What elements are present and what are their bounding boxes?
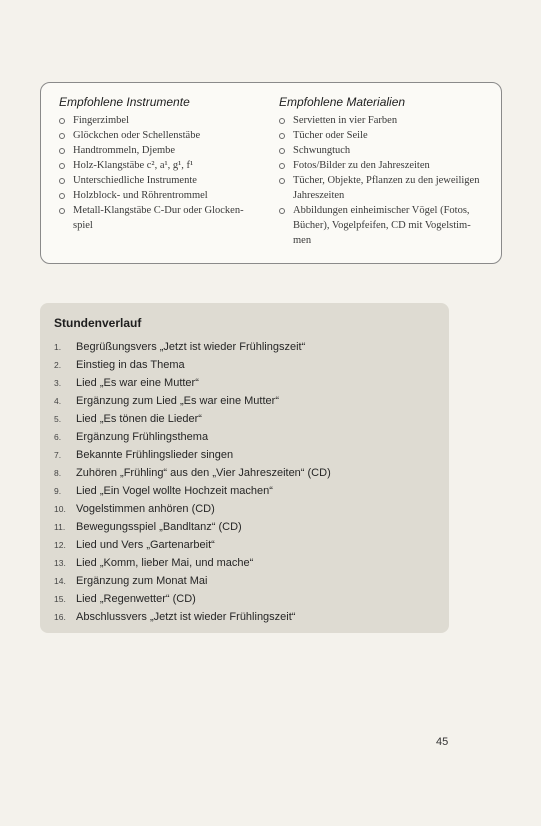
materials-column	[279, 95, 494, 248]
lesson-step: 16. Abschlussvers „Jetzt ist wieder Frühlingszeit“	[54, 611, 296, 623]
instruments-heading: Empfohlene Instrumente	[59, 95, 190, 109]
instrument-item: Fingerzimbel	[59, 113, 264, 128]
material-item: Fotos/Bilder zu den Jahreszeiten	[279, 158, 494, 173]
lesson-step: 3. Lied „Es war eine Mutter“	[54, 377, 199, 389]
lesson-step: 4. Ergänzung zum Lied „Es war eine Mutter“	[54, 395, 279, 407]
circle-bullet-icon	[59, 118, 65, 124]
circle-bullet-icon	[59, 208, 65, 214]
material-item-continuation: Jahreszeiten	[293, 190, 345, 201]
material-item: Tücher, Objekte, Pflanzen zu den jeweiligen	[279, 173, 494, 188]
materials-list	[279, 113, 494, 248]
circle-bullet-icon	[59, 148, 65, 154]
material-item-continuation: men	[293, 235, 312, 246]
lesson-plan-heading: Stundenverlauf	[54, 316, 142, 330]
instrument-item: Holzblock- und Röhrentrommel	[59, 188, 264, 203]
circle-bullet-icon	[279, 208, 285, 214]
lesson-plan-panel	[40, 303, 449, 633]
circle-bullet-icon	[279, 118, 285, 124]
material-item-continuation: Bücher), Vogelpfeifen, CD mit Vogelstim-	[293, 220, 471, 231]
material-item: Tücher oder Seile	[279, 128, 494, 143]
material-item: Schwungtuch	[279, 143, 494, 158]
recommendations-box	[40, 82, 502, 264]
circle-bullet-icon	[59, 193, 65, 199]
instrument-item: Metall-Klangstäbe C-Dur oder Glocken-	[59, 203, 264, 218]
lesson-step: 10. Vogelstimmen anhören (CD)	[54, 503, 215, 515]
material-item: Abbildungen einheimischer Vögel (Fotos,	[279, 203, 494, 218]
lesson-step: 12. Lied und Vers „Gartenarbeit“	[54, 539, 215, 551]
instrument-item: Holz-Klangstäbe c², a¹, g¹, f¹	[59, 158, 264, 173]
circle-bullet-icon	[279, 163, 285, 169]
lesson-step: 7. Bekannte Frühlingslieder singen	[54, 449, 234, 461]
instruments-list	[59, 113, 264, 233]
lesson-step: 11. Bewegungsspiel „Bandltanz“ (CD)	[54, 521, 242, 533]
lesson-step: 5. Lied „Es tönen die Lieder“	[54, 413, 202, 425]
materials-heading: Empfohlene Materialien	[279, 95, 406, 109]
circle-bullet-icon	[59, 133, 65, 139]
lesson-step: 13. Lied „Komm, lieber Mai, und mache“	[54, 557, 254, 569]
lesson-step: 9. Lied „Ein Vogel wollte Hochzeit machen“	[54, 485, 273, 497]
circle-bullet-icon	[279, 178, 285, 184]
instrument-item: Handtrommeln, Djembe	[59, 143, 264, 158]
lesson-step: 2. Einstieg in das Thema	[54, 359, 185, 371]
circle-bullet-icon	[279, 133, 285, 139]
lesson-steps-list	[54, 338, 444, 626]
lesson-step: 1. Begrüßungsvers „Jetzt ist wieder Frühlingszeit“	[54, 341, 306, 353]
lesson-step: 8. Zuhören „Frühling“ aus den „Vier Jahreszeiten“ (CD)	[54, 467, 331, 479]
circle-bullet-icon	[59, 163, 65, 169]
instrument-item-continuation: spiel	[73, 220, 93, 231]
instruments-column	[59, 95, 264, 233]
material-item: Servietten in vier Farben	[279, 113, 494, 128]
lesson-step: 6. Ergänzung Frühlingsthema	[54, 431, 209, 443]
page-number: 45	[436, 736, 449, 748]
circle-bullet-icon	[279, 148, 285, 154]
lesson-step: 15. Lied „Regenwetter“ (CD)	[54, 593, 196, 605]
instrument-item: Glöckchen oder Schellenstäbe	[59, 128, 264, 143]
instrument-item: Unterschiedliche Instrumente	[59, 173, 264, 188]
circle-bullet-icon	[59, 178, 65, 184]
lesson-step: 14. Ergänzung zum Monat Mai	[54, 575, 208, 587]
